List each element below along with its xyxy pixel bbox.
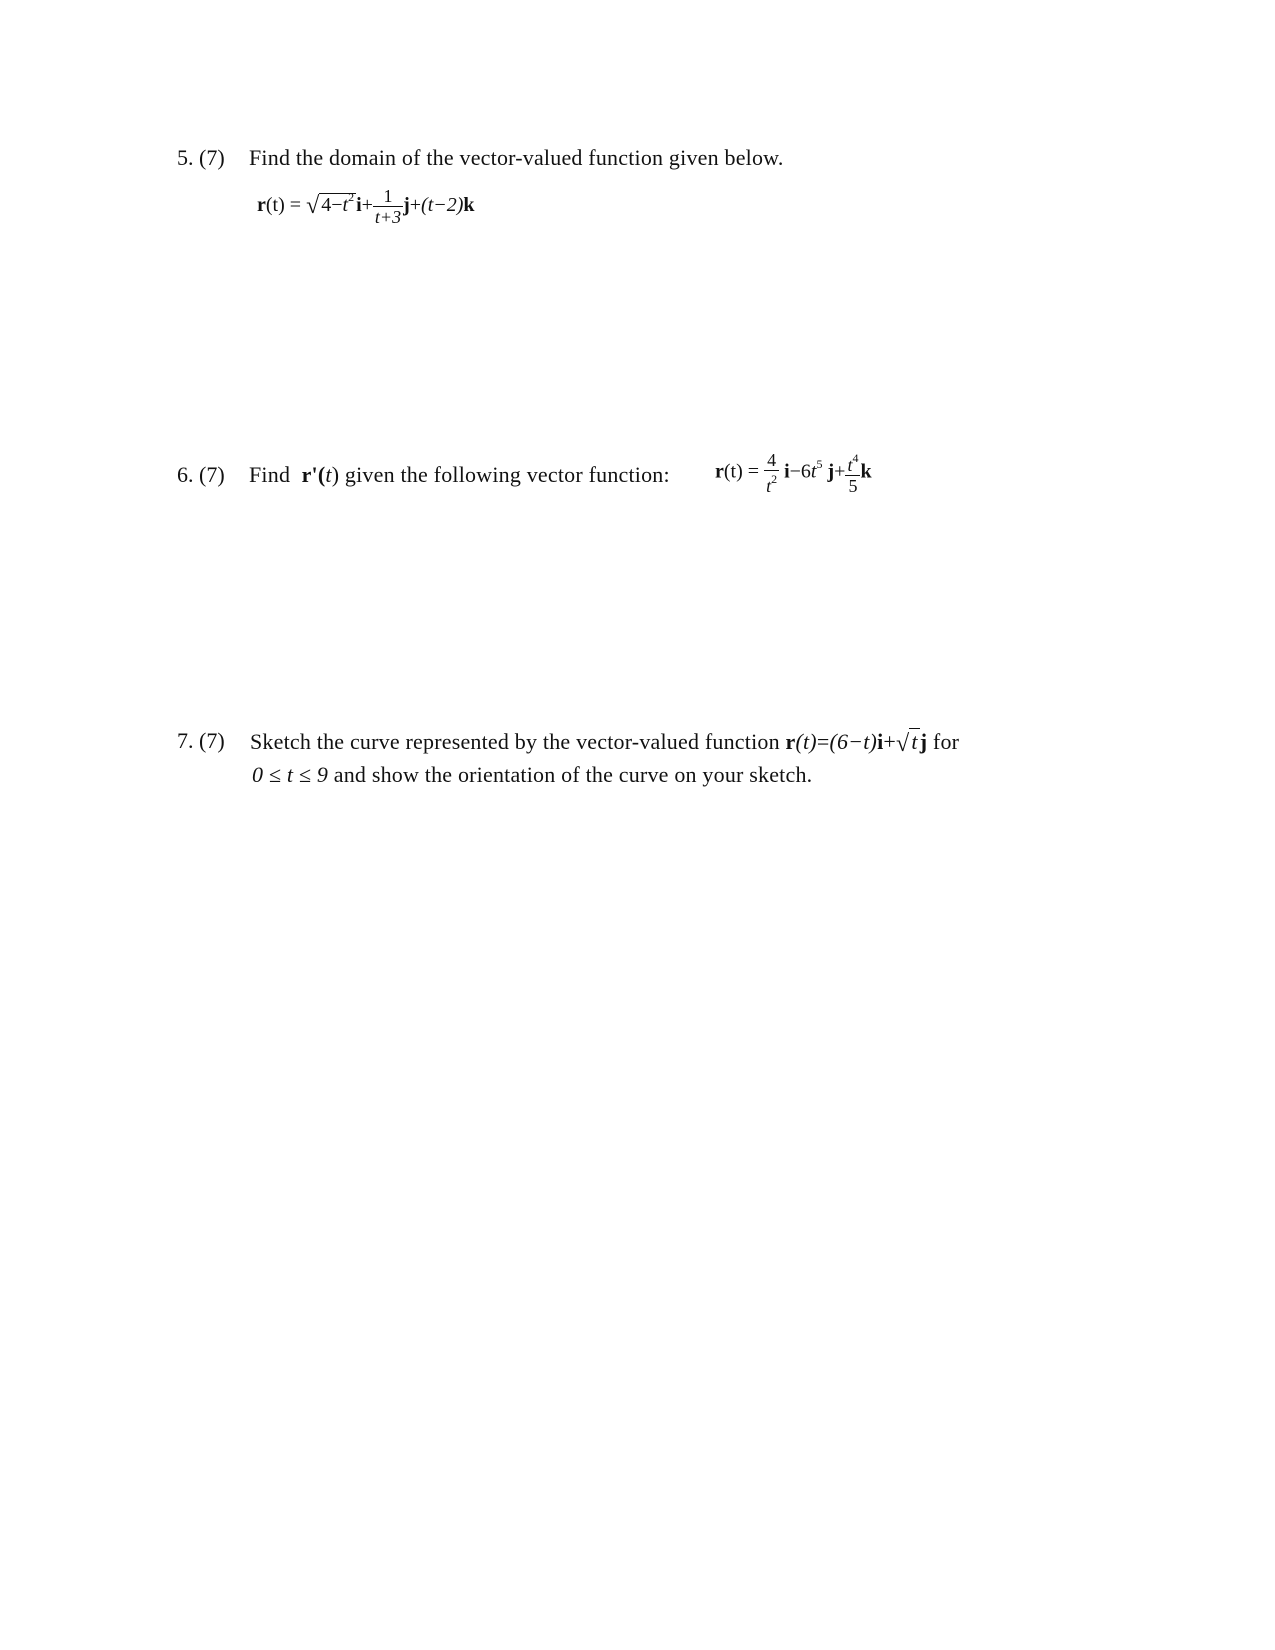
coefficient: 6 — [800, 460, 811, 483]
unit-i: i — [877, 729, 884, 754]
sqrt-expression — [896, 728, 920, 757]
radicand-exp: 2 — [348, 190, 355, 205]
fraction-denominator: 5 — [845, 475, 860, 496]
fraction-1 — [764, 450, 779, 496]
radical-sign: √ — [896, 731, 910, 757]
unit-i: i — [356, 194, 362, 217]
prompt-text: and show the orientation of the curve on your sketch. — [333, 762, 813, 787]
problem-6-prompt — [249, 462, 670, 488]
unit-j: j — [919, 729, 928, 754]
radicand: t — [911, 729, 918, 754]
fraction-numerator: 4 — [767, 450, 777, 470]
radicand-minus: − — [331, 194, 343, 217]
parameter-range: 0 ≤ t ≤ 9 — [252, 762, 329, 787]
fraction-denominator — [764, 470, 779, 496]
plus: + — [409, 194, 422, 217]
fraction-numerator — [845, 450, 860, 475]
fraction — [373, 186, 403, 227]
arg: (t) — [795, 729, 817, 754]
problem-6-number — [177, 462, 225, 488]
equals: = — [289, 194, 302, 217]
derivative-close: ) — [331, 462, 340, 487]
radicand-const: 4 — [321, 194, 332, 217]
problem-5-number — [177, 145, 225, 171]
prompt-text: given the following vector function: — [344, 462, 670, 487]
exponent: 5 — [816, 456, 823, 471]
prompt-text: for — [932, 729, 960, 754]
num-var: t — [847, 455, 853, 475]
unit-k: k — [463, 194, 475, 217]
vector-r: r — [715, 460, 724, 483]
equals: = — [747, 460, 760, 483]
prompt-text: Find — [249, 462, 291, 487]
fraction-2 — [845, 450, 860, 496]
problem-number: 6. — [177, 462, 194, 487]
problem-5-equation — [257, 186, 475, 227]
fraction-denominator: t+3 — [374, 207, 402, 227]
vector-r: r — [785, 729, 796, 754]
unit-j: j — [827, 460, 835, 483]
arg: (t) — [723, 460, 743, 483]
var: t — [810, 460, 817, 483]
unit-i: i — [784, 460, 790, 483]
problem-points: (7) — [199, 145, 225, 170]
problem-7-prompt-line2 — [252, 762, 812, 788]
problem-7-number — [177, 728, 225, 754]
den-var: t — [766, 476, 772, 496]
problem-6-equation — [715, 450, 872, 496]
problem-7-prompt-line1 — [250, 728, 959, 757]
problem-points: (7) — [199, 728, 225, 753]
problem-points: (7) — [199, 462, 225, 487]
minus: − — [789, 460, 801, 483]
unit-k: k — [860, 460, 872, 483]
prompt-text: Sketch the curve represented by the vector-valued function — [250, 729, 780, 754]
radicand — [319, 190, 356, 217]
problem-number: 7. — [177, 728, 194, 753]
unit-j: j — [403, 194, 410, 217]
k-component: (t−2) — [421, 194, 464, 217]
derivative-var: t — [325, 462, 332, 487]
vector-r: r — [257, 194, 266, 217]
plus: + — [883, 729, 896, 754]
den-exp: 2 — [771, 472, 778, 486]
sqrt-expression — [306, 190, 356, 219]
arg: (t) — [265, 194, 285, 217]
radicand-var: t — [342, 194, 349, 217]
i-component: (6−t) — [829, 729, 878, 754]
plus: + — [834, 460, 846, 483]
problem-5-prompt: Find the domain of the vector-valued function given below. — [249, 145, 784, 170]
problem-number: 5. — [177, 145, 194, 170]
problem-7-equation — [785, 729, 960, 757]
radical-sign: √ — [306, 193, 320, 220]
fraction-numerator: 1 — [383, 186, 393, 206]
derivative-r: r'( — [301, 462, 326, 487]
num-exp: 4 — [852, 451, 859, 465]
plus: + — [361, 194, 373, 217]
equals: = — [816, 729, 830, 754]
